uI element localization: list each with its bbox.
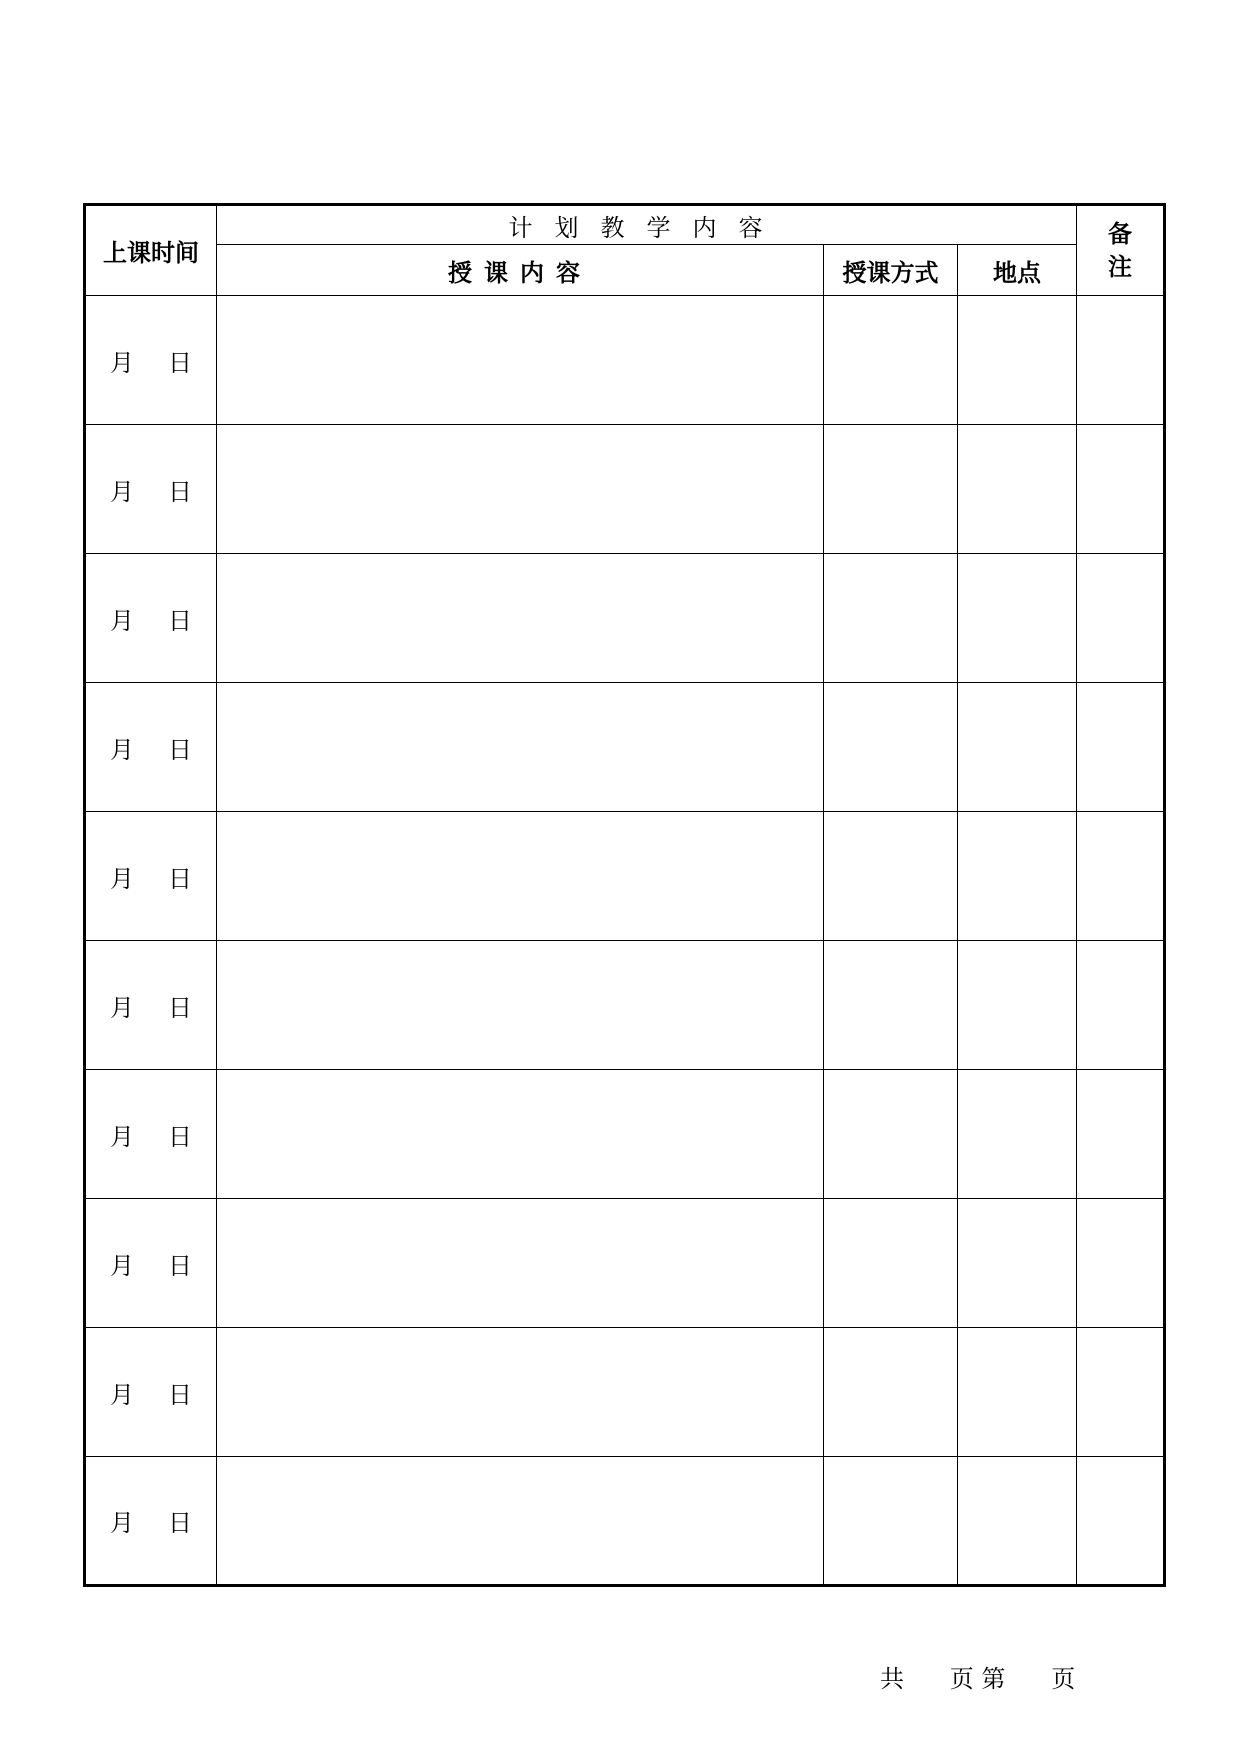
- class-date-cell[interactable]: [85, 296, 217, 425]
- day-label: 日: [168, 1122, 192, 1151]
- month-label: 月: [110, 348, 134, 377]
- teaching-method-cell[interactable]: [824, 941, 958, 1070]
- teaching-method-cell[interactable]: [824, 425, 958, 554]
- day-label: 日: [168, 348, 192, 377]
- header-plan-title: 计划教学内容: [217, 205, 1077, 245]
- table-row: [85, 1457, 1165, 1586]
- month-label: 月: [110, 1251, 134, 1280]
- location-cell[interactable]: [958, 554, 1077, 683]
- class-date-cell[interactable]: [85, 425, 217, 554]
- header-remark: [1077, 205, 1165, 296]
- month-label: 月: [110, 993, 134, 1022]
- lesson-content-cell[interactable]: [217, 812, 824, 941]
- remark-cell[interactable]: [1077, 812, 1165, 941]
- table-row: [85, 296, 1165, 425]
- table-row: [85, 812, 1165, 941]
- teaching-method-cell[interactable]: [824, 812, 958, 941]
- remark-cell[interactable]: [1077, 1328, 1165, 1457]
- footer-page-suffix: 页: [1051, 1665, 1076, 1693]
- location-cell[interactable]: [958, 296, 1077, 425]
- month-label: 月: [110, 1380, 134, 1409]
- class-date-cell[interactable]: [85, 1328, 217, 1457]
- lesson-content-cell[interactable]: [217, 1457, 824, 1586]
- lesson-content-cell[interactable]: [217, 1328, 824, 1457]
- day-label: 日: [168, 735, 192, 764]
- remark-cell[interactable]: [1077, 1070, 1165, 1199]
- teaching-method-cell[interactable]: [824, 1070, 958, 1199]
- month-label: 月: [110, 477, 134, 506]
- table-row: [85, 425, 1165, 554]
- class-date-cell[interactable]: [85, 683, 217, 812]
- location-cell[interactable]: [958, 1328, 1077, 1457]
- month-label: 月: [110, 606, 134, 635]
- location-cell[interactable]: [958, 425, 1077, 554]
- remark-cell[interactable]: [1077, 683, 1165, 812]
- remark-cell[interactable]: [1077, 1199, 1165, 1328]
- lesson-content-cell[interactable]: [217, 296, 824, 425]
- day-label: 日: [168, 477, 192, 506]
- plan-rows: [85, 296, 1165, 1586]
- teaching-method-cell[interactable]: [824, 1457, 958, 1586]
- month-label: 月: [110, 735, 134, 764]
- teaching-method-cell[interactable]: [824, 1199, 958, 1328]
- table-row: [85, 683, 1165, 812]
- table-row: [85, 554, 1165, 683]
- teaching-method-cell[interactable]: [824, 683, 958, 812]
- lesson-content-cell[interactable]: [217, 1070, 824, 1199]
- header-location: 地点: [958, 245, 1077, 296]
- teaching-method-cell[interactable]: [824, 296, 958, 425]
- day-label: 日: [168, 864, 192, 893]
- table-row: [85, 1328, 1165, 1457]
- class-date-cell[interactable]: [85, 1457, 217, 1586]
- table-row: [85, 1199, 1165, 1328]
- teaching-method-cell[interactable]: [824, 554, 958, 683]
- footer-pages-label: 页: [949, 1665, 974, 1693]
- header-remark-char-2: 注: [1108, 252, 1133, 281]
- day-label: 日: [168, 1509, 192, 1537]
- header-lesson-content: 授课内容: [217, 245, 824, 296]
- location-cell[interactable]: [958, 683, 1077, 812]
- lesson-content-cell[interactable]: [217, 554, 824, 683]
- page-footer: [880, 1659, 1075, 1694]
- table-row: [85, 1070, 1165, 1199]
- table-row: [85, 941, 1165, 1070]
- remark-cell[interactable]: [1077, 941, 1165, 1070]
- footer-total-label: 共: [880, 1665, 904, 1693]
- lesson-content-cell[interactable]: [217, 941, 824, 1070]
- day-label: 日: [168, 606, 192, 635]
- lesson-content-cell[interactable]: [217, 1199, 824, 1328]
- month-label: 月: [110, 1122, 134, 1151]
- remark-cell[interactable]: [1077, 1457, 1165, 1586]
- class-date-cell[interactable]: [85, 1199, 217, 1328]
- class-date-cell[interactable]: [85, 1070, 217, 1199]
- header-class-time: 上课时间: [85, 205, 217, 296]
- lesson-content-cell[interactable]: [217, 683, 824, 812]
- remark-cell[interactable]: [1077, 554, 1165, 683]
- class-date-cell[interactable]: [85, 941, 217, 1070]
- header-teaching-method: 授课方式: [824, 245, 958, 296]
- day-label: 日: [168, 1251, 192, 1280]
- class-date-cell[interactable]: [85, 554, 217, 683]
- location-cell[interactable]: [958, 1457, 1077, 1586]
- day-label: 日: [168, 1380, 192, 1409]
- location-cell[interactable]: [958, 812, 1077, 941]
- location-cell[interactable]: [958, 1199, 1077, 1328]
- month-label: 月: [110, 1509, 134, 1537]
- location-cell[interactable]: [958, 941, 1077, 1070]
- remark-cell[interactable]: [1077, 425, 1165, 554]
- location-cell[interactable]: [958, 1070, 1077, 1199]
- header-remark-char-1: 备: [1108, 219, 1133, 248]
- teaching-plan-table: [83, 203, 1166, 1587]
- remark-cell[interactable]: [1077, 296, 1165, 425]
- month-label: 月: [110, 864, 134, 893]
- day-label: 日: [168, 993, 192, 1022]
- class-date-cell[interactable]: [85, 812, 217, 941]
- teaching-method-cell[interactable]: [824, 1328, 958, 1457]
- lesson-content-cell[interactable]: [217, 425, 824, 554]
- footer-page-prefix: 第: [981, 1665, 1006, 1693]
